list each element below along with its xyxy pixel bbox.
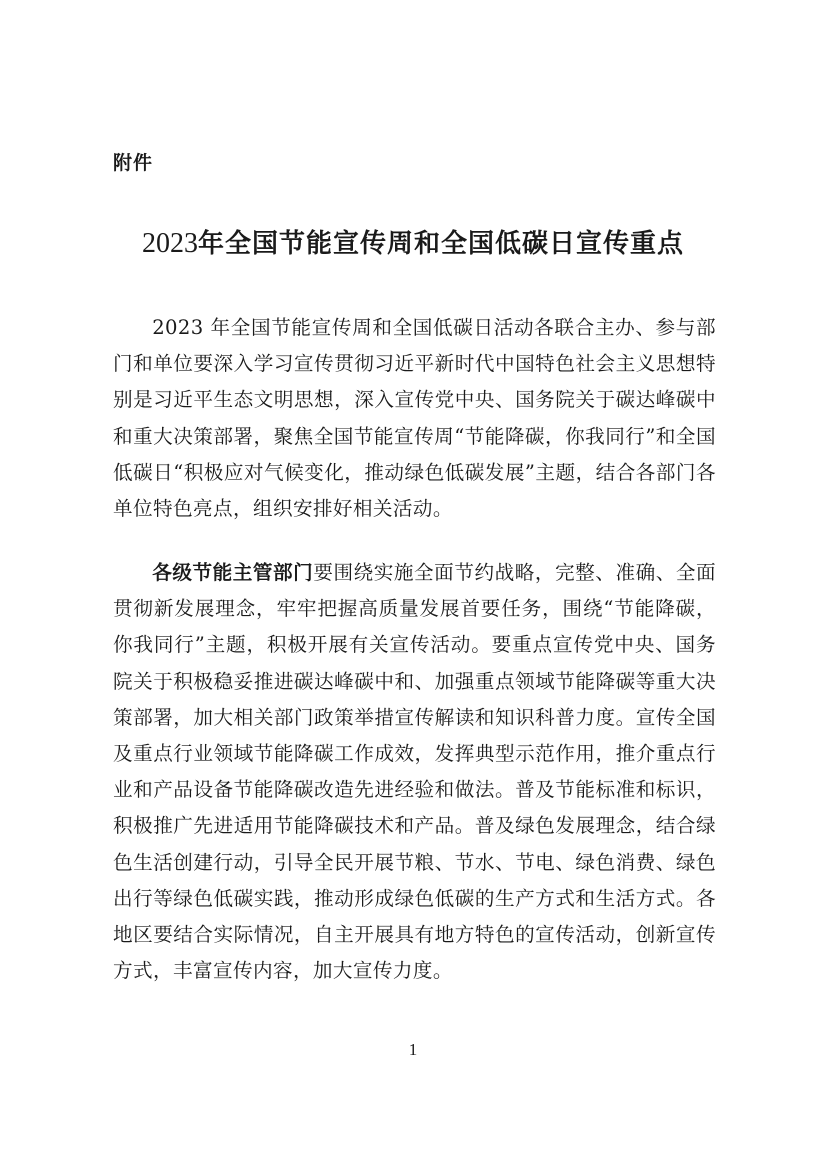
paragraph-1-text: 2023 年全国节能宣传周和全国低碳日活动各联合主办、参与部门和单位要深入学习宣传贯彻习近平新时代中国特色社会主义思想特别是习近平生态文明思想，深入宣传党中央、国务院关于碳达峰碳中和重大决策部署，聚焦全国节能宣传周“节能降碳，你我同行”和全国低碳日“积极应对气候变化，推动绿色低碳发展”主题，结合各部门各单位特色亮点，组织安排好相关活动。 <box>113 316 716 521</box>
paragraph-2-lead: 各级节能主管部门 <box>152 561 314 584</box>
paragraph-2-content <box>113 555 716 989</box>
document-title <box>0 226 826 262</box>
title-text: 年全国节能宣传周和全国低碳日宣传重点 <box>197 229 684 259</box>
attachment-label: 附件 <box>113 152 154 174</box>
paragraph-1 <box>113 310 716 527</box>
paragraph-2 <box>113 555 716 989</box>
page-number: 1 <box>408 1040 418 1059</box>
paragraph-2-text: 要围绕实施全面节约战略，完整、准确、全面贯彻新发展理念，牢牢把握高质量发展首要任务，围绕“节能降碳，你我同行”主题，积极开展有关宣传活动。要重点宣传党中央、国务院关于积极稳妥推进碳达峰碳中和、加强重点领域节能降碳等重大决策部署，加大相关部门政策举措宣传解读和知识科普力度。宣传全国及重点行业领域节能降碳工作成效，发挥典型示范作用，推介重点行业和产品设备节能降碳改造先进经验和做法。普及节能标准和标识，积极推广先进适用节能降碳技术和产品。普及绿色发展理念，结合绿色生活创建行动，引导全民开展节粮、节水、节电、绿色消费、绿色出行等绿色低碳实践，推动形成绿色低碳的生产方式和生活方式。各地区要结合实际情况，自主开展具有地方特色的宣传活动，创新宣传方式，丰富宣传内容，加大宣传力度。 <box>113 561 717 983</box>
title-year: 2023 <box>141 228 198 259</box>
